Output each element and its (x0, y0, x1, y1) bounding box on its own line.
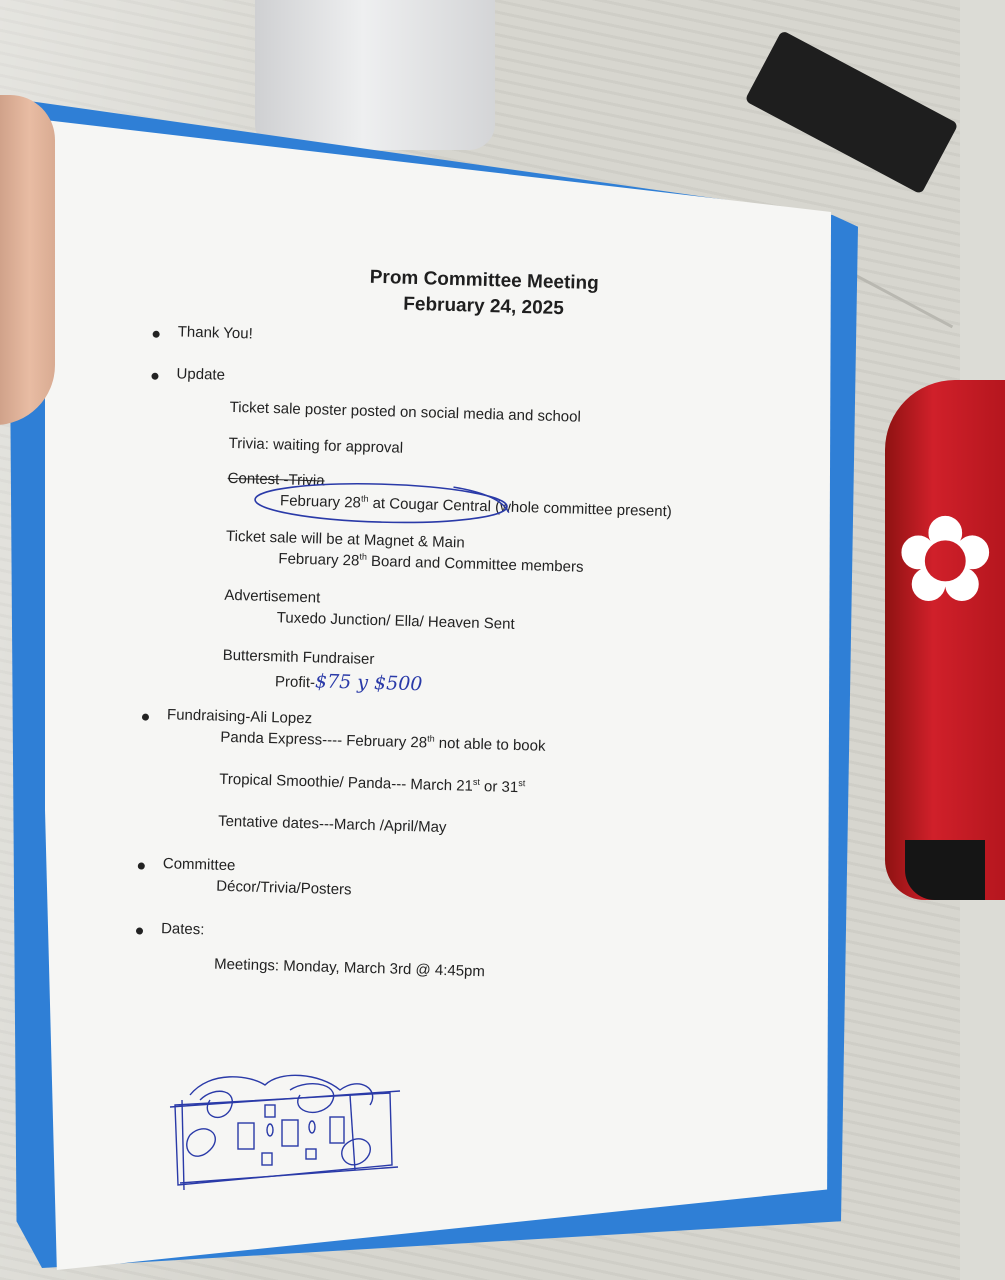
contest-date-sup: th (360, 493, 369, 504)
meeting-agenda (105, 250, 770, 1168)
bullet-icon (136, 927, 143, 934)
fundraising-heading: Fundraising-Ali Lopez (166, 706, 313, 728)
profit-handwritten: $75 y $500 (314, 670, 423, 696)
ticket-poster-line: Ticket sale poster posted on social media and school (229, 398, 582, 426)
smoothie-mid: or 31 (479, 777, 519, 797)
trivia-status-line: Trivia: waiting for approval (228, 434, 404, 457)
profit-line (275, 669, 423, 695)
bullet-icon (151, 373, 158, 380)
smoothie-sup1: st (472, 776, 481, 787)
panda-pre: Panda Express---- February 28 (220, 728, 428, 752)
ticket-date-post: Board and Committee members (366, 552, 584, 576)
bag-bottom (905, 840, 985, 900)
smoothie-sup2: st (518, 778, 526, 789)
tentative-line: Tentative dates---March /April/May (217, 812, 447, 837)
bullet-icon (138, 862, 145, 869)
advertisement-line: Advertisement (224, 586, 321, 607)
meetings-line: Meetings: Monday, March 3rd @ 4:45pm (213, 955, 486, 981)
smoothie-line (219, 771, 525, 797)
dates-heading: Dates: (160, 920, 205, 939)
update-heading: Update (176, 365, 226, 384)
committee-items: Décor/Trivia/Posters (216, 877, 352, 899)
advertisers-line: Tuxedo Junction/ Ella/ Heaven Sent (276, 609, 515, 633)
profit-label: Profit- (274, 673, 316, 692)
document-date: February 24, 2025 (403, 293, 565, 320)
bullet-icon (153, 331, 160, 338)
smoothie-pre: Tropical Smoothie/ Panda--- March 21 (219, 770, 474, 795)
panda-post: not able to book (434, 734, 546, 755)
trefoil-logo-icon: ✿ (895, 493, 996, 627)
contest-date-pre: February 28 (279, 492, 362, 512)
bullet-icon (142, 714, 149, 721)
handwritten-circle-mark (252, 476, 523, 534)
contest-date-post: at Cougar Central (whole committee present) (368, 494, 673, 521)
ticket-date-line (278, 550, 584, 576)
committee-heading: Committee (162, 855, 236, 875)
doodle-building-sketch (170, 1065, 410, 1205)
ticket-location-line: Ticket sale will be at Magnet & Main (225, 527, 465, 552)
ticket-date-sup: th (359, 551, 368, 562)
drink-cup (255, 0, 495, 150)
fundraiser-line: Buttersmith Fundraiser (222, 646, 375, 668)
panda-line (220, 729, 546, 755)
thumb (0, 95, 55, 425)
contest-line: Contest -Trivia (227, 469, 325, 490)
ticket-date-pre: February 28 (278, 550, 360, 570)
panda-sup: th (427, 733, 435, 744)
document-title: Prom Committee Meeting (369, 266, 600, 295)
thank-you-item: Thank You! (177, 323, 254, 343)
